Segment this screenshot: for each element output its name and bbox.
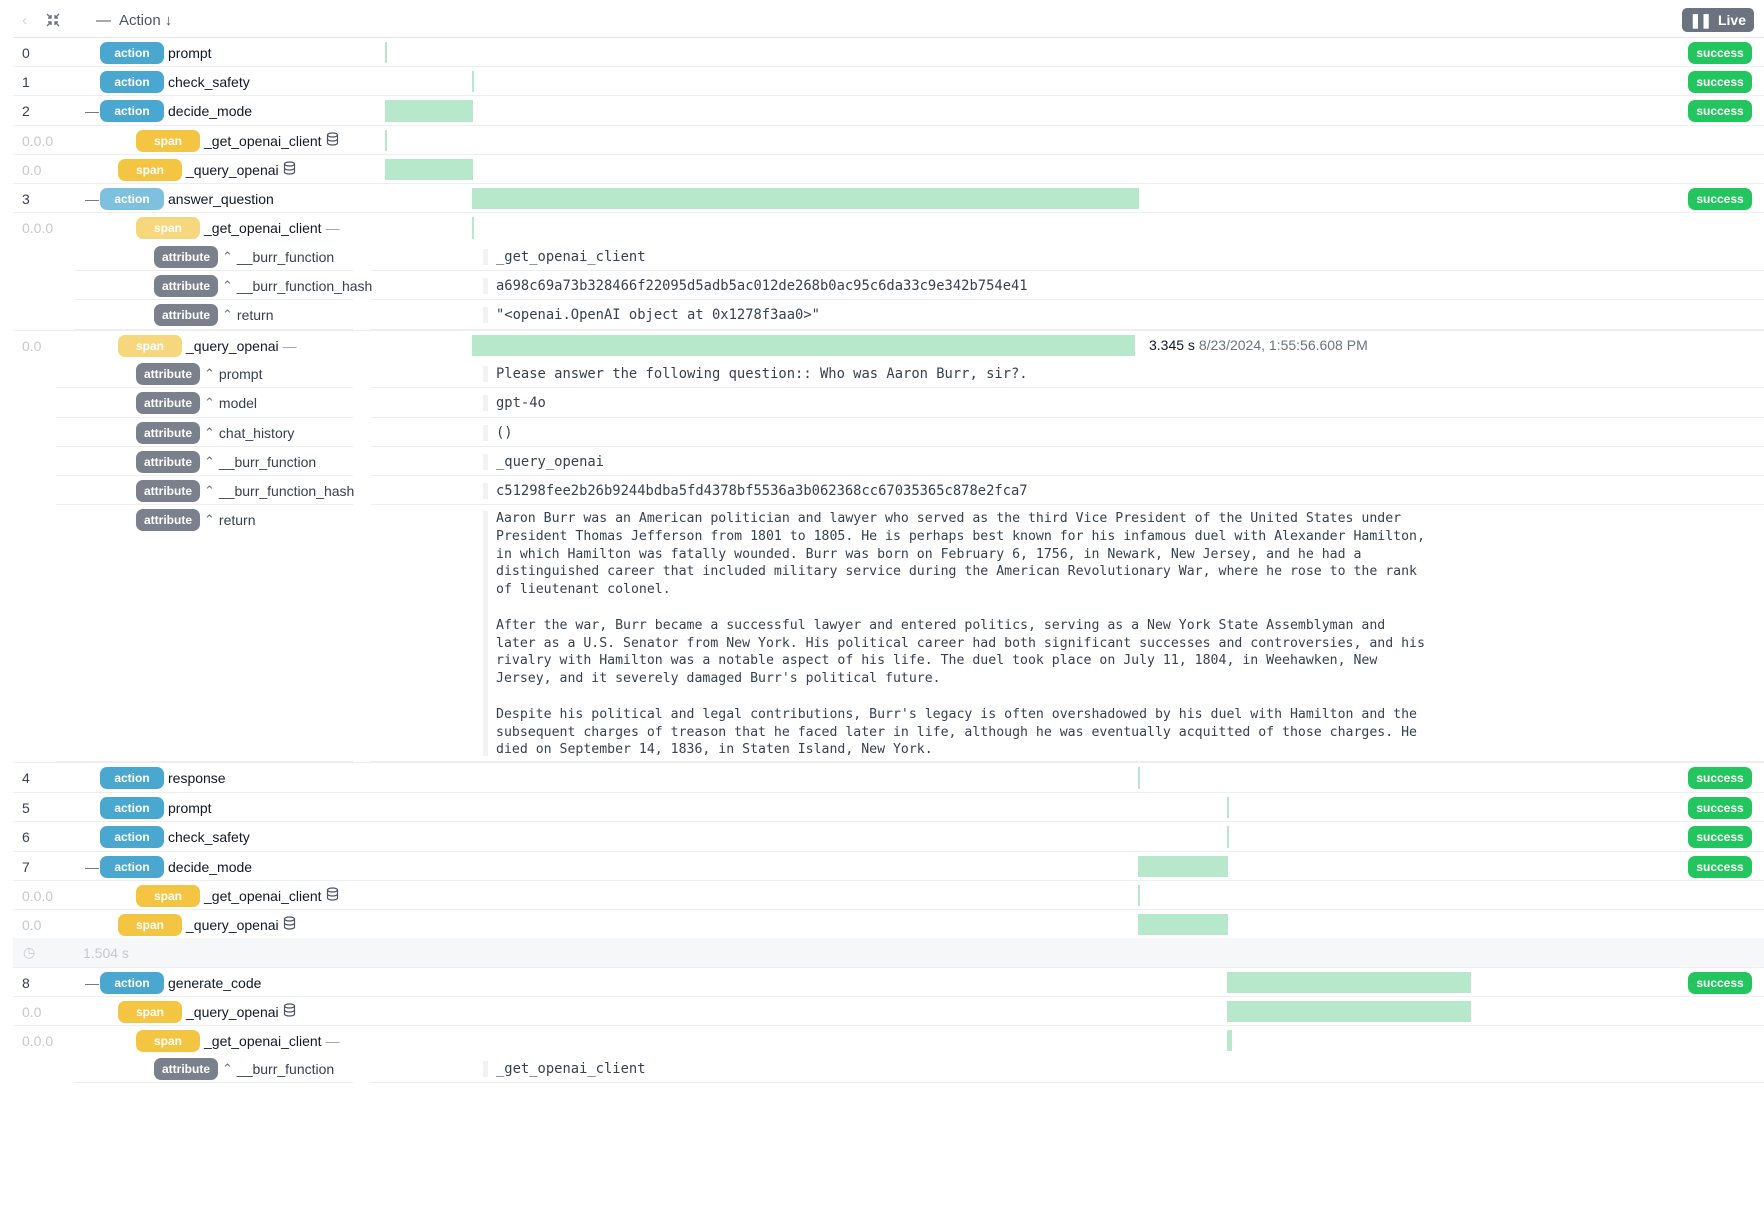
row-index: 0.0.0 xyxy=(22,1032,54,1049)
sort-down-icon: ↓ xyxy=(164,11,173,29)
attribute-badge: attribute xyxy=(136,480,200,502)
row-index: 0.0 xyxy=(22,337,42,354)
collapse-toggle-icon[interactable]: — xyxy=(85,190,99,207)
value-row-divider xyxy=(370,1082,1764,1083)
value-marker xyxy=(483,395,488,411)
attribute-name xyxy=(222,242,334,271)
row-index: 5 xyxy=(22,799,30,816)
timeline-bar[interactable] xyxy=(1227,1001,1471,1022)
attribute-value: gpt-4o xyxy=(496,395,546,411)
action-name-text: response xyxy=(168,770,226,786)
timeline-bar[interactable] xyxy=(472,71,474,92)
span-name xyxy=(186,331,297,360)
row-index: 0 xyxy=(22,44,30,61)
column-header-label: Action xyxy=(119,11,161,29)
attribute-name xyxy=(204,505,255,535)
attribute-badge: attribute xyxy=(154,1058,218,1080)
span-badge: span xyxy=(136,1030,200,1052)
row-index: 0.0 xyxy=(22,161,42,178)
live-toggle-button[interactable] xyxy=(1682,8,1754,32)
action-name xyxy=(168,763,226,793)
chevron-left-icon[interactable]: ‹ xyxy=(22,11,27,29)
value-marker xyxy=(483,511,488,756)
action-name-text: decide_mode xyxy=(168,858,253,875)
span-badge: span xyxy=(136,217,200,239)
status-badge: success xyxy=(1688,71,1752,93)
attribute-name xyxy=(204,418,294,447)
attribute-badge: attribute xyxy=(136,451,200,473)
span-name xyxy=(204,213,340,243)
span-badge: span xyxy=(136,130,200,152)
attribute-badge: attribute xyxy=(154,275,218,297)
attribute-value: _query_openai xyxy=(496,454,604,470)
attribute-name-text: prompt xyxy=(218,365,263,382)
value-marker xyxy=(483,454,488,470)
span-name xyxy=(204,881,339,910)
attribute-badge: attribute xyxy=(136,363,200,385)
caret-up-icon[interactable]: ⌃ xyxy=(222,277,233,293)
start-timestamp: 8/23/2024, 1:55:56.608 PM xyxy=(1198,337,1368,353)
status-badge: success xyxy=(1688,767,1752,789)
collapse-icon[interactable]: — xyxy=(325,220,340,236)
clock-icon: ◷ xyxy=(23,944,36,960)
caret-up-icon[interactable]: ⌃ xyxy=(204,482,215,498)
action-name-text: prompt xyxy=(168,799,212,816)
caret-up-icon[interactable]: ⌃ xyxy=(204,453,215,469)
action-name-text: generate_code xyxy=(168,974,262,991)
attribute-value: Please answer the following question:: Who was Aaron Burr, sir?. xyxy=(496,366,1028,382)
row-index: 0.0.0 xyxy=(22,132,54,149)
span-name xyxy=(186,155,296,184)
span-row[interactable] xyxy=(13,212,1764,243)
status-badge: success xyxy=(1688,100,1752,122)
database-icon xyxy=(283,161,296,178)
action-row[interactable] xyxy=(13,95,1764,126)
span-name-text: _query_openai xyxy=(186,1003,279,1020)
database-icon xyxy=(283,916,296,933)
action-name xyxy=(168,184,274,213)
attribute-badge: attribute xyxy=(136,509,200,531)
span-name-text: _query_openai xyxy=(186,161,279,178)
timeline-bar[interactable] xyxy=(385,42,387,63)
attribute-name xyxy=(204,359,262,388)
caret-up-icon[interactable]: ⌃ xyxy=(222,1060,233,1076)
value-marker xyxy=(483,425,488,441)
attribute-value: Aaron Burr was an American politician and lawyer who served as the third Vice President of the United States under President Thomas Jefferson from 1801 to 1805. He is perhaps best known for his infamous duel with Alexander Hamilton, in which Hamilton was fatally wounded. Burr was born on February 6, 1756, in Newark, New Jersey, and he had a distinguished career that included military service during the American Revolutionary War, where he rose to the rank of lieutenant colonel. After the war, Burr became a successful lawyer and entered politics, serving as a New York State Assemblyman and later as a U.S. Senator from New York. His political career had both significant successes and controversies, and his rivalry with Hamilton was a notable aspect of his life. The duel took place on July 11, 1804, in Weehawken, New Jersey, and it severely damaged Burr's political future. Despite his political and legal contributions, Burr's legacy is often overshadowed by his duel with Hamilton and the subsequent charges of treason that he faced later in life, although he was eventually acquitted of those charges. He died on September 14, 1836, in Staten Island, New York. xyxy=(496,511,1425,758)
row-index: 0.0.0 xyxy=(22,220,54,236)
caret-up-icon[interactable]: ⌃ xyxy=(204,424,215,440)
attribute-name xyxy=(222,271,372,300)
timeline-bar[interactable] xyxy=(472,217,474,239)
action-badge: action xyxy=(100,71,164,93)
attribute-value: () xyxy=(496,425,513,441)
action-row[interactable] xyxy=(13,66,1764,96)
value-marker xyxy=(483,1061,488,1077)
span-name-text: _get_openai_client xyxy=(204,887,322,904)
attribute-value: _get_openai_client xyxy=(496,249,646,265)
span-name xyxy=(204,1026,340,1055)
row-index: 0.0 xyxy=(22,1003,42,1020)
collapse-icon[interactable]: — xyxy=(325,1032,340,1049)
action-name xyxy=(168,852,252,881)
status-badge: success xyxy=(1688,856,1752,878)
attribute-row[interactable] xyxy=(13,359,1764,388)
span-badge: span xyxy=(118,1001,182,1023)
action-name-text: check_safety xyxy=(168,829,250,845)
gap-duration: 1.504 s xyxy=(83,944,129,961)
span-badge: span xyxy=(118,914,182,936)
action-name xyxy=(168,793,212,822)
row-index: 3 xyxy=(22,190,30,207)
attribute-name-text: chat_history xyxy=(218,424,295,441)
status-badge: success xyxy=(1688,797,1752,819)
attribute-row[interactable] xyxy=(13,271,1764,300)
row-index: 0.0.0 xyxy=(22,887,54,904)
action-row[interactable] xyxy=(13,183,1764,213)
status-badge: success xyxy=(1688,42,1752,64)
timeline-bar[interactable] xyxy=(1227,1030,1232,1051)
attribute-name xyxy=(204,388,257,418)
timeline-bar[interactable] xyxy=(385,130,387,151)
row-index: 4 xyxy=(22,770,30,786)
collapse-toggle-icon[interactable]: — xyxy=(85,974,99,991)
row-index: 0.0 xyxy=(22,916,42,933)
action-name-text: decide_mode xyxy=(168,103,253,119)
caret-up-icon[interactable]: ⌃ xyxy=(222,248,233,264)
attribute-value: _get_openai_client xyxy=(496,1061,646,1077)
action-badge: action xyxy=(100,767,164,789)
span-row[interactable] xyxy=(13,125,1764,155)
span-duration xyxy=(1149,337,1368,353)
gap-row xyxy=(13,938,1764,967)
duration-value: 3.345 s xyxy=(1149,337,1195,353)
live-label: Live xyxy=(1717,12,1746,28)
span-badge: span xyxy=(136,885,200,907)
timeline-bar[interactable] xyxy=(1138,767,1140,789)
action-badge: action xyxy=(100,826,164,848)
attribute-name xyxy=(204,476,354,505)
attribute-name-text: __burr_function xyxy=(218,453,317,470)
action-badge: action xyxy=(100,797,164,819)
column-collapse-icon: — xyxy=(96,11,111,29)
span-name-text: _get_openai_client xyxy=(204,220,322,236)
span-name-text: _get_openai_client xyxy=(204,132,322,149)
action-name xyxy=(168,67,250,96)
collapse-toggle-icon[interactable]: — xyxy=(85,858,99,875)
timeline-bar[interactable] xyxy=(472,335,1135,356)
timeline-bar[interactable] xyxy=(385,159,473,180)
attribute-row[interactable] xyxy=(13,1054,1764,1083)
span-name xyxy=(186,910,296,939)
action-badge: action xyxy=(100,100,164,122)
database-icon xyxy=(326,887,339,904)
timeline-bar[interactable] xyxy=(1138,914,1228,935)
pause-icon: ❚❚ xyxy=(1689,11,1711,28)
action-name-text: answer_question xyxy=(168,190,274,207)
timeline-bar[interactable] xyxy=(1227,826,1229,848)
caret-up-icon[interactable]: ⌃ xyxy=(204,365,215,381)
row-index: 6 xyxy=(22,829,30,845)
action-badge: action xyxy=(100,972,164,994)
caret-up-icon[interactable]: ⌃ xyxy=(204,395,215,410)
action-row[interactable] xyxy=(13,37,1764,67)
span-name-text: _query_openai xyxy=(186,916,279,933)
action-row[interactable] xyxy=(13,792,1764,822)
attribute-badge: attribute xyxy=(136,392,200,414)
action-badge: action xyxy=(100,42,164,64)
action-badge: action xyxy=(100,188,164,210)
collapse-icon[interactable]: — xyxy=(282,337,297,354)
attribute-row[interactable] xyxy=(13,505,1764,762)
caret-up-icon[interactable]: ⌃ xyxy=(204,512,215,527)
value-marker xyxy=(483,366,488,382)
action-row[interactable] xyxy=(13,851,1764,881)
span-row[interactable] xyxy=(13,909,1764,939)
action-badge: action xyxy=(100,856,164,878)
timeline-bar[interactable] xyxy=(385,100,473,122)
action-name xyxy=(168,968,261,997)
attribute-name-text: return xyxy=(236,307,274,323)
value-marker xyxy=(483,278,488,294)
attribute-value: c51298fee2b26b9244bdba5fd4378bf5536a3b062368cc67035365c878e2fca7 xyxy=(496,483,1028,499)
action-column-header[interactable] xyxy=(96,0,172,40)
action-row[interactable] xyxy=(13,762,1764,793)
status-badge: success xyxy=(1688,972,1752,994)
value-marker xyxy=(483,307,488,323)
attribute-value: a698c69a73b328466f22095d5adb5ac012de268b0ac95c6da33c9e342b754e41 xyxy=(496,278,1028,294)
row-index: 7 xyxy=(22,858,30,875)
attribute-row[interactable] xyxy=(13,242,1764,271)
attribute-row[interactable] xyxy=(13,447,1764,476)
attribute-name-text: __burr_function xyxy=(236,1060,335,1077)
attribute-badge: attribute xyxy=(154,304,218,326)
database-icon xyxy=(283,1003,296,1020)
timeline-bar[interactable] xyxy=(1227,797,1229,818)
span-name xyxy=(186,997,296,1026)
span-name-text: _get_openai_client xyxy=(204,1032,322,1049)
timeline-bar[interactable] xyxy=(472,188,1139,209)
span-row[interactable] xyxy=(13,1025,1764,1055)
action-name xyxy=(168,96,252,126)
span-name xyxy=(204,126,339,155)
timeline-bar[interactable] xyxy=(1138,885,1140,906)
action-row[interactable] xyxy=(13,821,1764,852)
action-name xyxy=(168,822,250,852)
span-badge: span xyxy=(118,335,182,357)
status-badge: success xyxy=(1688,826,1752,848)
row-index: 1 xyxy=(22,73,30,90)
attribute-row[interactable] xyxy=(13,476,1764,505)
value-marker xyxy=(483,249,488,265)
span-row[interactable] xyxy=(13,880,1764,910)
timeline-bar[interactable] xyxy=(1138,856,1228,877)
database-icon xyxy=(326,132,339,149)
attribute-name-text: model xyxy=(218,395,258,411)
attribute-name-text: __burr_function_hash xyxy=(236,277,373,294)
attribute-badge: attribute xyxy=(136,422,200,444)
name-column-divider xyxy=(74,1082,353,1083)
span-badge: span xyxy=(118,159,182,181)
row-index: 2 xyxy=(22,103,30,119)
action-name-text: prompt xyxy=(168,44,212,61)
action-row[interactable] xyxy=(13,967,1764,997)
attribute-name xyxy=(222,300,273,330)
attribute-row[interactable] xyxy=(13,388,1764,418)
action-name-text: check_safety xyxy=(168,73,250,90)
collapse-all-icon[interactable] xyxy=(46,0,60,40)
value-marker xyxy=(483,483,488,499)
attribute-badge: attribute xyxy=(154,246,218,268)
attribute-name xyxy=(204,447,316,476)
span-row[interactable] xyxy=(13,996,1764,1026)
span-name-text: _query_openai xyxy=(186,337,279,354)
status-badge: success xyxy=(1688,188,1752,210)
attribute-name xyxy=(222,1054,334,1083)
row-index: 8 xyxy=(22,974,30,991)
attribute-name-text: __burr_function_hash xyxy=(218,482,355,499)
timeline-bar[interactable] xyxy=(1227,972,1471,993)
caret-up-icon[interactable]: ⌃ xyxy=(222,307,233,322)
span-row[interactable] xyxy=(13,330,1764,360)
attribute-row[interactable] xyxy=(13,418,1764,447)
collapse-toggle-icon[interactable]: — xyxy=(85,103,99,119)
span-row[interactable] xyxy=(13,154,1764,184)
action-name xyxy=(168,38,212,67)
attribute-row[interactable] xyxy=(13,300,1764,330)
attribute-name-text: __burr_function xyxy=(236,248,335,265)
attribute-name-text: return xyxy=(218,512,256,528)
attribute-value: "<openai.OpenAI object at 0x1278f3aa0>" xyxy=(496,307,820,323)
